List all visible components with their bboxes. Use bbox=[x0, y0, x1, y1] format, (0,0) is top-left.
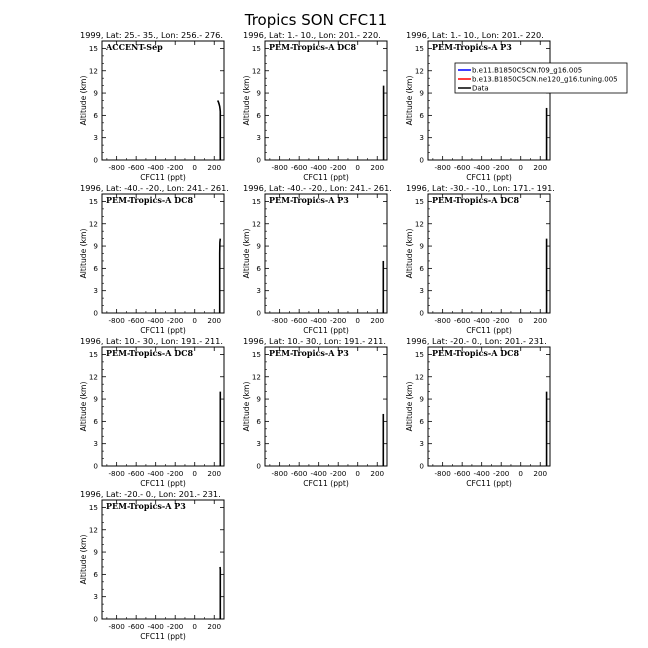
x-tick-label: -200 bbox=[330, 163, 347, 172]
y-tick-label: 9 bbox=[93, 394, 98, 404]
y-axis-label: Altitude (km) bbox=[79, 228, 88, 279]
panel-2 bbox=[242, 30, 387, 182]
panels bbox=[79, 30, 555, 641]
y-tick-label: 15 bbox=[251, 349, 261, 359]
x-axis-label: CFC11 (ppt) bbox=[303, 173, 349, 182]
x-tick-label: -800 bbox=[271, 163, 288, 172]
y-tick-label: 9 bbox=[93, 547, 98, 557]
x-tick-label: -400 bbox=[147, 163, 164, 172]
x-tick-label: 0 bbox=[192, 622, 198, 631]
y-tick-label: 6 bbox=[93, 416, 98, 426]
x-axis-label: CFC11 (ppt) bbox=[303, 326, 349, 335]
campaign-label: PEM-Tropics-A P3 bbox=[432, 42, 512, 52]
y-tick-label: 6 bbox=[93, 263, 98, 273]
x-tick-label: -400 bbox=[147, 469, 164, 478]
x-tick-label: 200 bbox=[370, 316, 385, 325]
x-tick-label: -400 bbox=[147, 622, 164, 631]
y-axis-label: Altitude (km) bbox=[242, 75, 251, 126]
x-tick-label: -200 bbox=[167, 163, 184, 172]
panel-7 bbox=[79, 336, 224, 488]
plot-frame bbox=[102, 500, 224, 619]
y-tick-label: 9 bbox=[419, 88, 424, 98]
y-axis-label: Altitude (km) bbox=[242, 228, 251, 279]
panel-header: 1999, Lat: 25.- 35., Lon: 256.- 276. bbox=[80, 30, 223, 40]
panel-1 bbox=[79, 30, 224, 182]
y-tick-label: 0 bbox=[93, 614, 98, 624]
x-tick-label: 0 bbox=[518, 163, 524, 172]
panel-header: 1996, Lat: -20.- 0., Lon: 201.- 231. bbox=[80, 489, 221, 499]
y-tick-label: 9 bbox=[93, 241, 98, 251]
y-tick-label: 3 bbox=[419, 133, 424, 143]
campaign-label: PEM-Tropics-A DC8 bbox=[106, 195, 194, 205]
x-tick-label: -800 bbox=[271, 316, 288, 325]
y-tick-label: 15 bbox=[414, 43, 424, 53]
x-tick-label: -400 bbox=[473, 469, 490, 478]
x-axis-label: CFC11 (ppt) bbox=[140, 326, 186, 335]
y-tick-label: 15 bbox=[414, 196, 424, 206]
y-tick-label: 3 bbox=[256, 286, 261, 296]
y-tick-label: 9 bbox=[256, 394, 261, 404]
x-tick-label: 200 bbox=[533, 163, 548, 172]
x-tick-label: 0 bbox=[355, 163, 361, 172]
x-tick-label: -800 bbox=[434, 316, 451, 325]
x-tick-label: -800 bbox=[108, 622, 125, 631]
plot-frame bbox=[265, 41, 387, 160]
y-tick-label: 6 bbox=[419, 416, 424, 426]
y-tick-label: 12 bbox=[88, 372, 98, 382]
x-tick-label: -600 bbox=[291, 316, 308, 325]
x-tick-label: -400 bbox=[473, 316, 490, 325]
series-line-data bbox=[218, 101, 221, 161]
y-tick-label: 6 bbox=[419, 263, 424, 273]
plot-frame bbox=[102, 347, 224, 466]
legend-entry-label: Data bbox=[472, 84, 489, 93]
panel-header: 1996, Lat: 10.- 30., Lon: 191.- 211. bbox=[80, 336, 223, 346]
x-axis-label: CFC11 (ppt) bbox=[140, 479, 186, 488]
x-tick-label: -600 bbox=[291, 163, 308, 172]
panel-4 bbox=[79, 183, 229, 335]
panel-header: 1996, Lat: -20.- 0., Lon: 201.- 231. bbox=[406, 336, 547, 346]
y-tick-label: 6 bbox=[93, 569, 98, 579]
y-tick-label: 9 bbox=[256, 241, 261, 251]
x-tick-label: 0 bbox=[518, 469, 524, 478]
x-tick-label: -800 bbox=[108, 316, 125, 325]
y-tick-label: 15 bbox=[88, 196, 98, 206]
y-tick-label: 9 bbox=[256, 88, 261, 98]
campaign-label: PEM-Tropics-A DC8 bbox=[432, 348, 520, 358]
x-tick-label: -600 bbox=[454, 163, 471, 172]
x-tick-label: -200 bbox=[167, 622, 184, 631]
y-tick-label: 0 bbox=[93, 308, 98, 318]
x-tick-label: -800 bbox=[108, 163, 125, 172]
y-tick-label: 15 bbox=[251, 43, 261, 53]
y-tick-label: 15 bbox=[251, 196, 261, 206]
y-axis-label: Altitude (km) bbox=[405, 75, 414, 126]
panel-5 bbox=[242, 183, 392, 335]
y-axis-label: Altitude (km) bbox=[79, 381, 88, 432]
x-tick-label: 200 bbox=[533, 469, 548, 478]
y-tick-label: 9 bbox=[419, 394, 424, 404]
x-tick-label: 0 bbox=[355, 316, 361, 325]
x-tick-label: -200 bbox=[167, 316, 184, 325]
panel-header: 1996, Lat: -30.- -10., Lon: 171.- 191. bbox=[406, 183, 555, 193]
y-tick-label: 12 bbox=[414, 372, 424, 382]
x-tick-label: -200 bbox=[330, 469, 347, 478]
x-tick-label: -400 bbox=[310, 469, 327, 478]
x-tick-label: 200 bbox=[533, 316, 548, 325]
campaign-label: PEM-Tropics-A P3 bbox=[269, 348, 349, 358]
x-tick-label: -400 bbox=[310, 316, 327, 325]
y-tick-label: 0 bbox=[419, 155, 424, 165]
y-tick-label: 12 bbox=[88, 525, 98, 535]
x-tick-label: 0 bbox=[192, 469, 198, 478]
y-tick-label: 3 bbox=[93, 592, 98, 602]
x-tick-label: -200 bbox=[330, 316, 347, 325]
campaign-label: PEM-Tropics-A P3 bbox=[106, 501, 186, 511]
x-axis-label: CFC11 (ppt) bbox=[466, 326, 512, 335]
plot-frame bbox=[102, 194, 224, 313]
x-axis-label: CFC11 (ppt) bbox=[466, 479, 512, 488]
x-tick-label: -600 bbox=[454, 316, 471, 325]
y-tick-label: 3 bbox=[93, 439, 98, 449]
y-tick-label: 0 bbox=[419, 308, 424, 318]
y-axis-label: Altitude (km) bbox=[79, 534, 88, 585]
panel-9 bbox=[405, 336, 550, 488]
y-tick-label: 12 bbox=[88, 219, 98, 229]
y-tick-label: 3 bbox=[93, 286, 98, 296]
y-tick-label: 3 bbox=[93, 133, 98, 143]
y-axis-label: Altitude (km) bbox=[405, 381, 414, 432]
x-tick-label: -600 bbox=[128, 316, 145, 325]
x-tick-label: -600 bbox=[128, 163, 145, 172]
x-tick-label: -400 bbox=[147, 316, 164, 325]
y-tick-label: 6 bbox=[93, 110, 98, 120]
y-tick-label: 12 bbox=[251, 219, 261, 229]
x-tick-label: 200 bbox=[207, 163, 222, 172]
y-tick-label: 12 bbox=[414, 219, 424, 229]
plot-frame bbox=[102, 41, 224, 160]
x-tick-label: -600 bbox=[291, 469, 308, 478]
y-tick-label: 0 bbox=[256, 155, 261, 165]
legend-entry-label: b.e11.B1850C5CN.f09_g16.005 bbox=[472, 66, 583, 75]
y-tick-label: 0 bbox=[419, 461, 424, 471]
y-axis-label: Altitude (km) bbox=[79, 75, 88, 126]
plot-frame bbox=[265, 347, 387, 466]
campaign-label: ACCENT-Sep bbox=[106, 42, 163, 52]
x-tick-label: -800 bbox=[108, 469, 125, 478]
y-tick-label: 12 bbox=[88, 66, 98, 76]
x-axis-label: CFC11 (ppt) bbox=[140, 632, 186, 641]
x-tick-label: 200 bbox=[207, 469, 222, 478]
y-tick-label: 3 bbox=[256, 133, 261, 143]
y-tick-label: 9 bbox=[93, 88, 98, 98]
panel-8 bbox=[242, 336, 387, 488]
plot-frame bbox=[428, 194, 550, 313]
x-tick-label: -600 bbox=[454, 469, 471, 478]
x-tick-label: 200 bbox=[370, 469, 385, 478]
plot-frame bbox=[428, 347, 550, 466]
y-axis-label: Altitude (km) bbox=[242, 381, 251, 432]
panel-10 bbox=[79, 489, 224, 641]
panel-header: 1996, Lat: 1.- 10., Lon: 201.- 220. bbox=[243, 30, 381, 40]
legend bbox=[455, 63, 627, 93]
y-tick-label: 0 bbox=[93, 155, 98, 165]
panel-header: 1996, Lat: -40.- -20., Lon: 241.- 261. bbox=[80, 183, 229, 193]
y-tick-label: 3 bbox=[419, 286, 424, 296]
campaign-label: PEM-Tropics-A DC8 bbox=[106, 348, 194, 358]
y-tick-label: 12 bbox=[414, 66, 424, 76]
y-tick-label: 15 bbox=[88, 43, 98, 53]
x-tick-label: -800 bbox=[434, 163, 451, 172]
y-tick-label: 15 bbox=[414, 349, 424, 359]
x-tick-label: -200 bbox=[493, 469, 510, 478]
y-tick-label: 0 bbox=[93, 461, 98, 471]
y-tick-label: 3 bbox=[419, 439, 424, 449]
panel-header: 1996, Lat: 10.- 30., Lon: 191.- 211. bbox=[243, 336, 386, 346]
campaign-label: PEM-Tropics-A DC8 bbox=[432, 195, 520, 205]
y-tick-label: 6 bbox=[256, 416, 261, 426]
y-tick-label: 6 bbox=[419, 110, 424, 120]
y-tick-label: 12 bbox=[251, 372, 261, 382]
panel-6 bbox=[405, 183, 555, 335]
y-tick-label: 12 bbox=[251, 66, 261, 76]
panel-header: 1996, Lat: 1.- 10., Lon: 201.- 220. bbox=[406, 30, 544, 40]
x-tick-label: -600 bbox=[128, 469, 145, 478]
x-tick-label: 200 bbox=[207, 316, 222, 325]
x-tick-label: 0 bbox=[355, 469, 361, 478]
x-axis-label: CFC11 (ppt) bbox=[303, 479, 349, 488]
x-tick-label: 200 bbox=[370, 163, 385, 172]
x-axis-label: CFC11 (ppt) bbox=[140, 173, 186, 182]
x-tick-label: -600 bbox=[128, 622, 145, 631]
y-tick-label: 3 bbox=[256, 439, 261, 449]
x-tick-label: 0 bbox=[192, 316, 198, 325]
plot-frame bbox=[428, 41, 550, 160]
panel-3 bbox=[405, 30, 550, 182]
campaign-label: PEM-Tropics-A P3 bbox=[269, 195, 349, 205]
x-tick-label: 0 bbox=[192, 163, 198, 172]
y-axis-label: Altitude (km) bbox=[405, 228, 414, 279]
x-tick-label: 0 bbox=[518, 316, 524, 325]
x-tick-label: -400 bbox=[473, 163, 490, 172]
legend-entry-label: b.e13.B1850C5CN.ne120_g16.tuning.005 bbox=[472, 75, 618, 84]
y-tick-label: 15 bbox=[88, 349, 98, 359]
plot-frame bbox=[265, 194, 387, 313]
y-tick-label: 9 bbox=[419, 241, 424, 251]
x-tick-label: -200 bbox=[167, 469, 184, 478]
panel-header: 1996, Lat: -40.- -20., Lon: 241.- 261. bbox=[243, 183, 392, 193]
figure-title: Tropics SON CFC11 bbox=[244, 11, 388, 29]
y-tick-label: 15 bbox=[88, 502, 98, 512]
campaign-label: PEM-Tropics-A DC8 bbox=[269, 42, 357, 52]
x-tick-label: -200 bbox=[493, 163, 510, 172]
y-tick-label: 6 bbox=[256, 110, 261, 120]
x-axis-label: CFC11 (ppt) bbox=[466, 173, 512, 182]
y-tick-label: 0 bbox=[256, 461, 261, 471]
x-tick-label: -800 bbox=[434, 469, 451, 478]
x-tick-label: 200 bbox=[207, 622, 222, 631]
y-tick-label: 0 bbox=[256, 308, 261, 318]
series-line-data bbox=[220, 239, 221, 313]
x-tick-label: -200 bbox=[493, 316, 510, 325]
x-tick-label: -800 bbox=[271, 469, 288, 478]
y-tick-label: 6 bbox=[256, 263, 261, 273]
x-tick-label: -400 bbox=[310, 163, 327, 172]
